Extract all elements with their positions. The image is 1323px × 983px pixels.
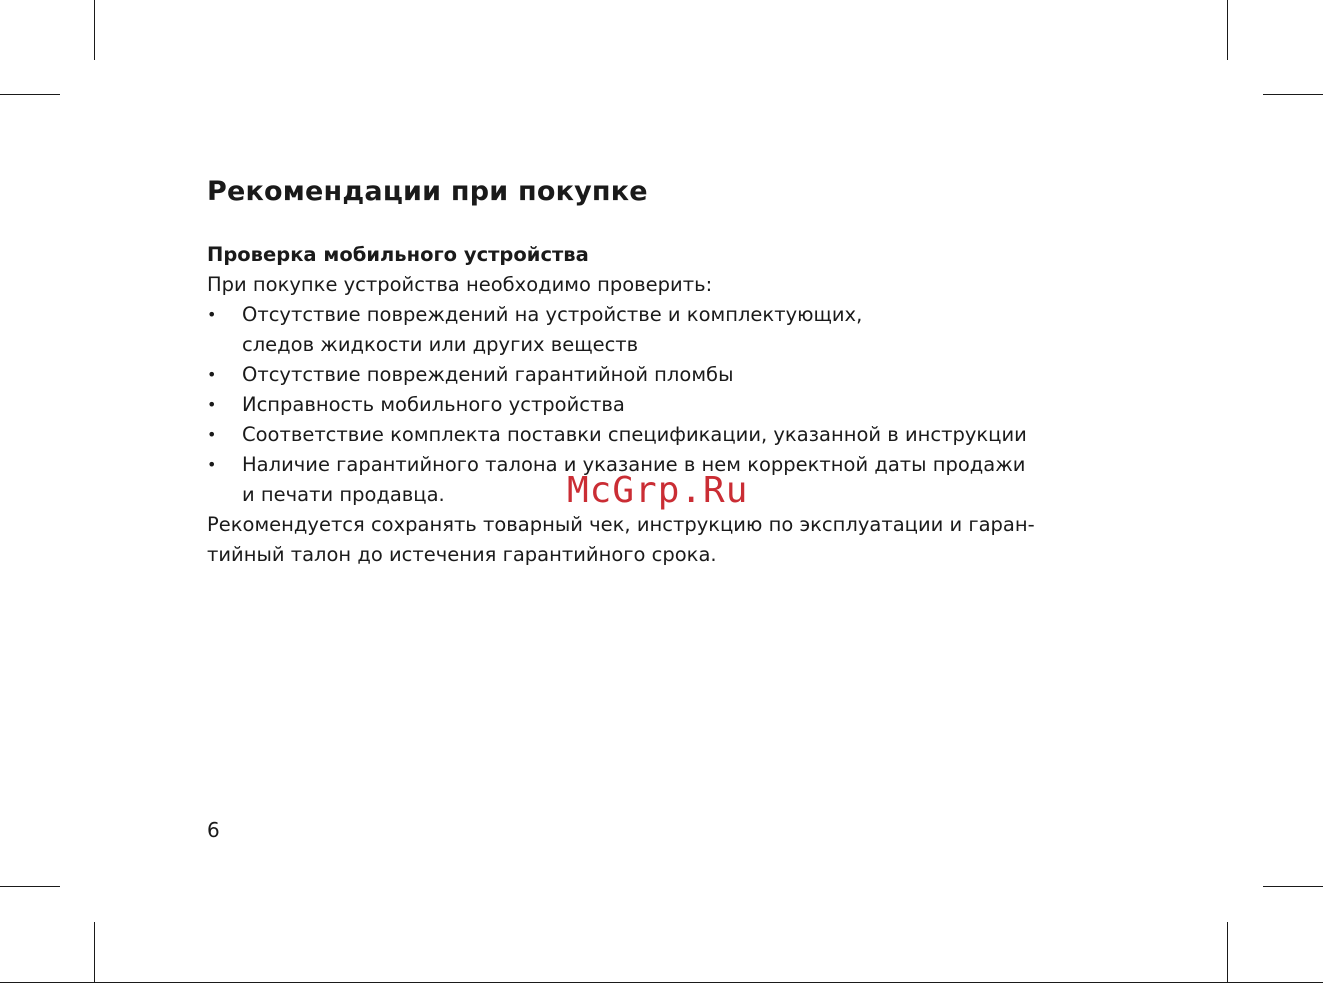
bullet-icon: •: [207, 395, 217, 414]
bullet-icon: •: [207, 365, 217, 384]
checklist-item-text: Исправность мобильного устройства: [242, 393, 625, 416]
crop-mark-bottom-left-vertical: [94, 922, 95, 982]
crop-mark-top-right-horizontal: [1263, 94, 1323, 95]
crop-mark-bottom-right-vertical: [1227, 922, 1228, 982]
crop-mark-bottom-left-horizontal: [0, 886, 60, 887]
checklist-item-text: следов жидкости или других веществ: [242, 333, 639, 356]
page-title: Рекомендации при покупке: [207, 176, 648, 207]
checklist-item: [207, 420, 1167, 450]
document-body: [207, 240, 1167, 570]
watermark-text: McGrp.Ru: [567, 470, 749, 511]
intro-text: При покупке устройства необходимо проверить:: [207, 273, 713, 296]
bullet-icon: •: [207, 425, 217, 444]
checklist-item-text: и печати продавца.: [242, 483, 445, 506]
page-number: 6: [207, 818, 220, 842]
section-title: Проверка мобильного устройства: [207, 243, 589, 266]
crop-mark-top-left-vertical: [94, 0, 95, 60]
bullet-icon: •: [207, 455, 217, 474]
checklist-item-text: Отсутствие повреждений гарантийной пломбы: [242, 363, 734, 386]
recommendation-text: [207, 510, 1167, 570]
recommendation-line: Рекомендуется сохранять товарный чек, инструкцию по эксплуатации и гаран-: [207, 513, 1035, 536]
checklist-item: [207, 300, 1167, 360]
checklist-item-text: Соответствие комплекта поставки спецификации, указанной в инструкции: [242, 423, 1027, 446]
checklist-item: [207, 390, 1167, 420]
crop-mark-bottom-right-horizontal: [1263, 886, 1323, 887]
checklist-item-text: Наличие гарантийного талона и указание в нем корректной даты продажи: [242, 453, 1026, 476]
crop-mark-top-left-horizontal: [0, 94, 60, 95]
recommendation-line: тийный талон до истечения гарантийного срока.: [207, 543, 717, 566]
checklist-item: [207, 360, 1167, 390]
crop-mark-top-right-vertical: [1227, 0, 1228, 60]
checklist-item-text: Отсутствие повреждений на устройстве и комплектующих,: [242, 303, 863, 326]
bullet-icon: •: [207, 305, 217, 324]
